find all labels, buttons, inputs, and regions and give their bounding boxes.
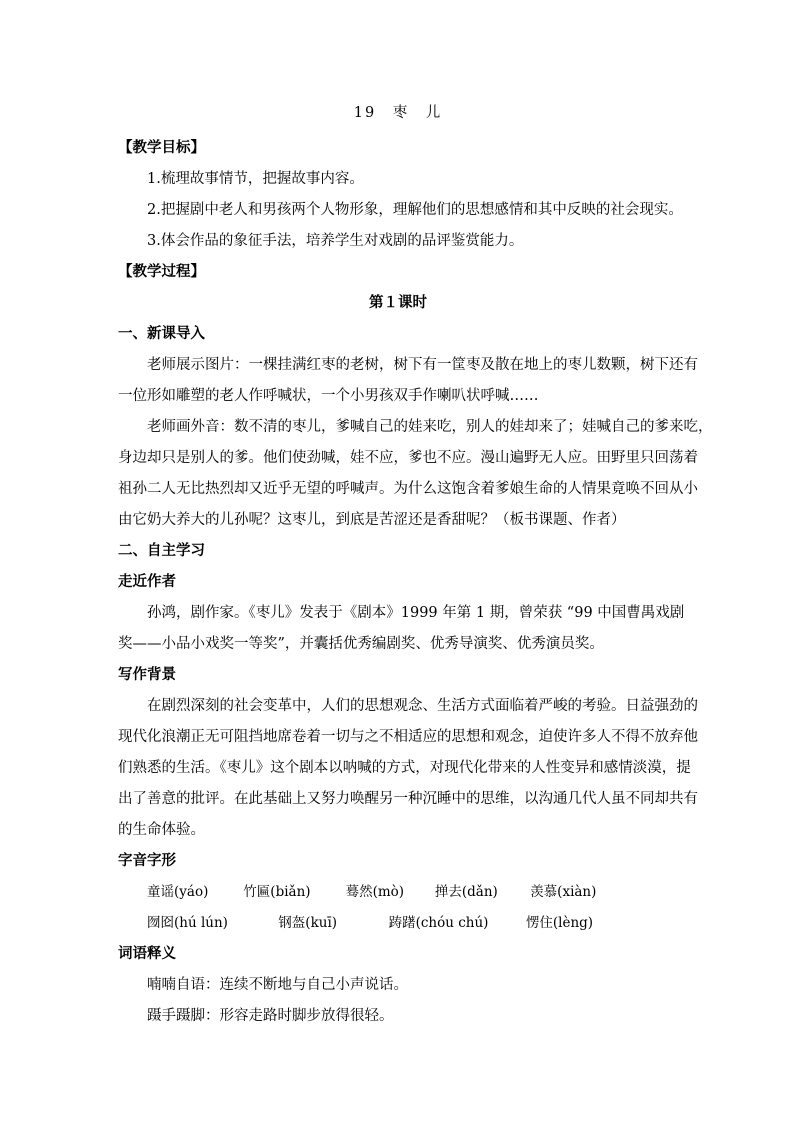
paragraph-line: 身边却只是别人的爹。他们使劲喊，娃不应，爹也不应。漫山遍野无人应。田野里只回荡着 (118, 450, 698, 466)
part2-heading: 二、自主学习 (118, 543, 205, 559)
paragraph-line: 老师展示图片：一棵挂满红枣的老树，树下有一筐枣及散在地上的枣儿数颗，树下还有 (147, 357, 698, 373)
pronunciation-item: 蓦然(mò) (345, 884, 405, 900)
section-heading-process: 【教学过程】 (118, 264, 205, 280)
goal-item: 1.梳理故事情节，把握故事内容。 (147, 171, 364, 187)
pronunciation-item: 竹匾(biǎn) (243, 884, 311, 900)
goal-item: 3.体会作品的象征手法，培养学生对戏剧的品评鉴赏能力。 (147, 233, 524, 249)
author-heading: 走近作者 (118, 574, 176, 590)
paragraph-line: 老师画外音：数不清的枣儿，爹喊自己的娃来吃，别人的娃却来了；娃喊自己的爹来吃， (147, 419, 713, 435)
paragraph-line: 孙鸿，剧作家。《枣儿》发表于《剧本》1999 年第 1 期，曾荣获 “99 中国曹禺戏剧 (147, 605, 685, 621)
paragraph-line: 出了善意的批评。在此基础上又努力唤醒另一种沉睡中的思维，以沟通几代人虽不同却共有 (118, 791, 698, 807)
goal-item: 2.把握剧中老人和男孩两个人物形象，理解他们的思想感情和其中反映的社会现实。 (147, 202, 683, 218)
paragraph-line: 祖孙二人无比热烈却又近乎无望的呼喊声。为什么这饱含着爹娘生命的人情果竟唤不回从小 (118, 481, 698, 497)
document-page (118, 102, 713, 1032)
paragraph-line: 们熟悉的生活。《枣儿》这个剧本以呐喊的方式，对现代化带来的人性变异和感情淡漠，提 (118, 760, 691, 776)
part1-heading: 一、新课导入 (118, 326, 205, 342)
pronunciation-item: 囫囵(hú lún) (147, 915, 228, 931)
pronunciation-row (118, 877, 678, 908)
pronunciation-item: 掸去(dǎn) (434, 884, 498, 900)
background-heading: 写作背景 (118, 667, 176, 683)
paragraph-line: 一位形如雕塑的老人作呼喊状，一个小男孩双手作喇叭状呼喊…… (118, 388, 539, 404)
vocab-item: 喃喃自语：连续不断地与自己小声说话。 (147, 977, 408, 993)
paragraph-line: 奖——小品小戏奖一等奖”，并囊括优秀编剧奖、优秀导演奖、优秀演员奖。 (118, 636, 604, 652)
page-title: 19 枣 儿 (353, 105, 443, 121)
paragraph-line: 现代化浪潮正无可阻挡地席卷着一切与之不相适应的思想和观念，迫使许多人不得不放弃他 (118, 729, 698, 745)
section-heading-goals: 【教学目标】 (118, 140, 205, 156)
pronunciation-item: 羡慕(xiàn) (530, 884, 597, 900)
pronunciation-item: 童谣(yáo) (147, 884, 209, 900)
vocab-heading: 词语释义 (118, 946, 176, 962)
lesson-heading: 第１课时 (369, 295, 427, 311)
pronunciation-item: 踌躇(chóu chú) (388, 915, 489, 931)
pronunciation-row (118, 908, 678, 939)
pronunciation-item: 愣住(lèng) (525, 915, 594, 931)
paragraph-line: 在剧烈深刻的社会变革中，人们的思想观念、生活方式面临着严峻的考验。日益强劲的 (147, 698, 698, 714)
paragraph-line: 由它奶大养大的儿孙呢？这枣儿，到底是苦涩还是香甜呢？（板书课题、作者） (118, 512, 626, 528)
pronunciation-item: 钢盔(kuī) (278, 915, 338, 931)
paragraph-line: 的生命体验。 (118, 822, 205, 838)
pronunciation-heading: 字音字形 (118, 853, 176, 869)
vocab-item: 蹑手蹑脚：形容走路时脚步放得很轻。 (147, 1008, 394, 1024)
